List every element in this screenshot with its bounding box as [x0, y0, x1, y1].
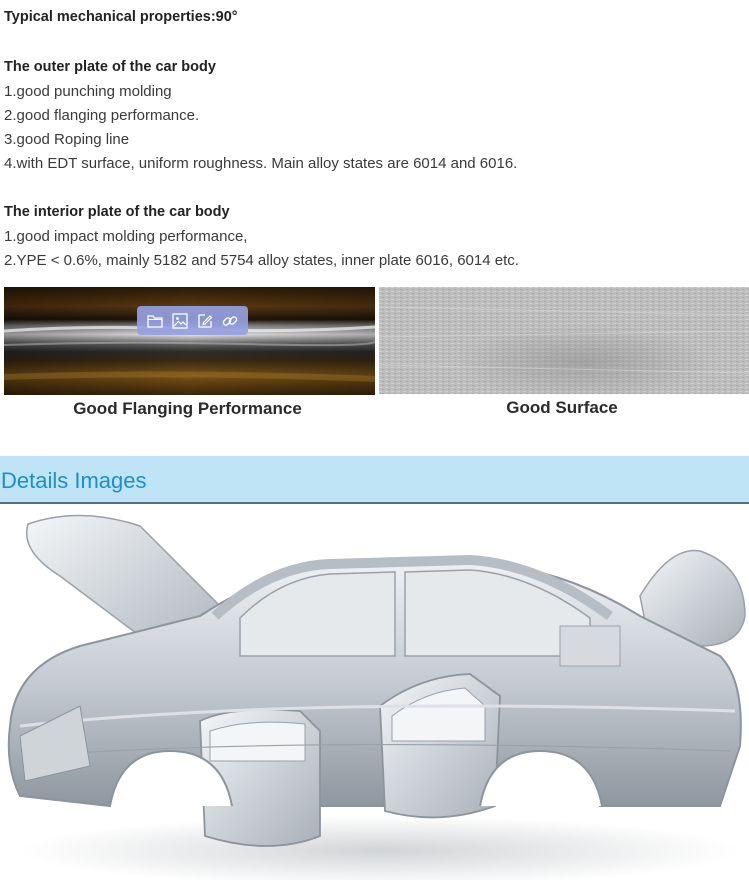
outer-plate-item-2: 2.good flanging performance.	[4, 107, 200, 124]
interior-plate-item-1: 1.good impact molding performance,	[4, 228, 248, 245]
edit-icon[interactable]	[195, 311, 215, 331]
outer-plate-item-1: 1.good punching molding	[4, 83, 172, 100]
caption-flanging: Good Flanging Performance	[73, 399, 302, 418]
outer-plate-item-3: 3.good Roping line	[4, 131, 130, 148]
folder-icon[interactable]	[145, 311, 165, 331]
surface-photo	[379, 287, 749, 394]
link-icon[interactable]	[220, 311, 240, 331]
outer-plate-item-4: 4.with EDT surface, uniform roughness. Main alloy states are 6014 and 6016.	[4, 155, 518, 172]
details-title: Details Images	[1, 468, 147, 493]
details-header-bar	[0, 456, 749, 504]
outer-plate-heading: The outer plate of the car body	[4, 59, 216, 75]
car-body-image	[0, 506, 749, 880]
image-toolbar	[137, 306, 248, 335]
image-icon[interactable]	[170, 311, 190, 331]
intro-heading: Typical mechanical properties:90°	[4, 9, 238, 25]
caption-surface: Good Surface	[506, 398, 618, 417]
interior-plate-item-2: 2.YPE < 0.6%, mainly 5182 and 5754 alloy states, inner plate 6016, 6014 etc.	[4, 252, 519, 269]
flanging-photo	[4, 287, 375, 395]
interior-plate-heading: The interior plate of the car body	[4, 204, 230, 220]
